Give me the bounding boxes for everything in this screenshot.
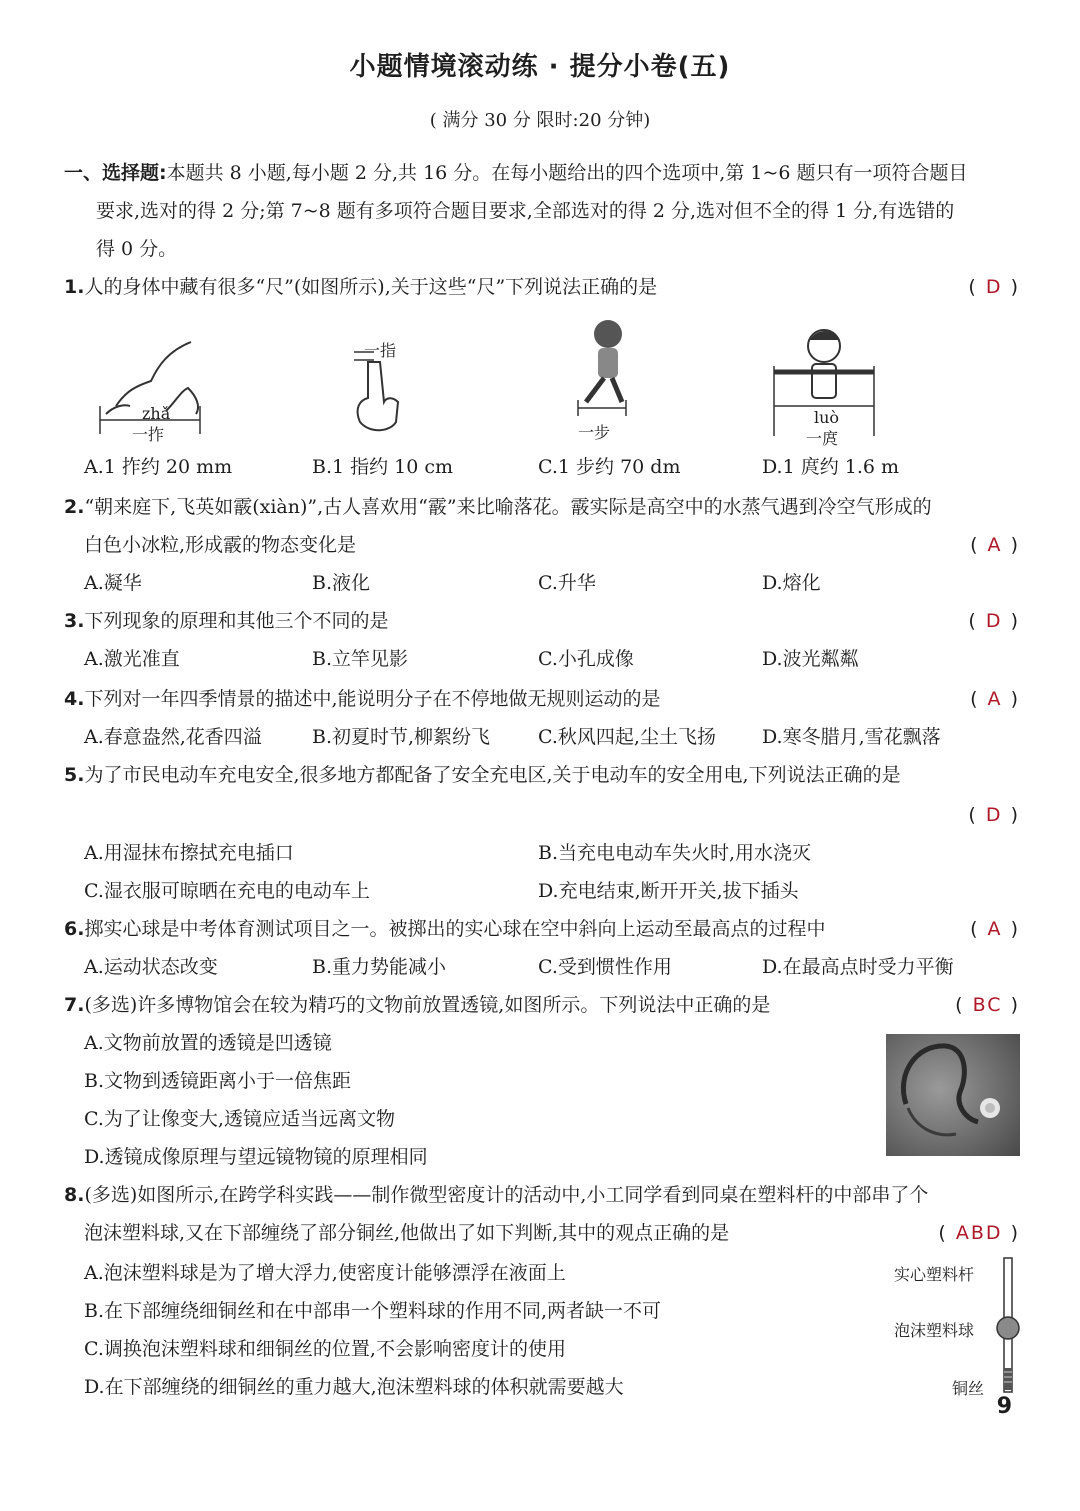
question-3 bbox=[64, 602, 1022, 640]
question-6 bbox=[64, 910, 1022, 948]
answer-7: ( BC ) bbox=[955, 994, 1020, 1016]
question-text: (多选)如图所示,在跨学科实践——制作微型密度计的活动中,小工同学看到同桌在塑料杆的中部串了个 bbox=[84, 1184, 929, 1206]
section-lead: 一、选择题: bbox=[64, 162, 167, 184]
option-a: A.凝华 bbox=[84, 572, 142, 594]
option-b: B.当充电电动车失火时,用水浇灭 bbox=[538, 842, 812, 864]
option-c: C.升华 bbox=[538, 572, 596, 594]
step-figure bbox=[568, 316, 648, 426]
option-d: D.透镜成像原理与望远镜物镜的原理相同 bbox=[84, 1146, 428, 1168]
option-a: A.春意盎然,花香四溢 bbox=[84, 726, 262, 748]
option-a: A.1 拃约 20 mm bbox=[84, 456, 233, 478]
option-d: D.熔化 bbox=[762, 572, 821, 594]
figure-label: 一拃 bbox=[132, 425, 165, 444]
question-number: 2. bbox=[64, 496, 85, 518]
figure-label-rod: 实心塑料杆 bbox=[894, 1265, 975, 1284]
answer-1: ( D ) bbox=[968, 276, 1020, 298]
figure-label: 一步 bbox=[578, 423, 611, 442]
option-b: B.初夏时节,柳絮纷飞 bbox=[312, 726, 491, 748]
option-d: D.寒冬腊月,雪花飘落 bbox=[762, 726, 941, 748]
option-c: C.调换泡沫塑料球和细铜丝的位置,不会影响密度计的使用 bbox=[84, 1338, 566, 1360]
figure-label-wire: 铜丝 bbox=[952, 1379, 985, 1398]
option-d: D.充电结束,断开开关,拔下插头 bbox=[538, 880, 799, 902]
option-d: D.在下部缠绕的细铜丝的重力越大,泡沫塑料球的体积就需要越大 bbox=[84, 1376, 624, 1398]
question-1 bbox=[64, 268, 1022, 306]
option-c: C.秋风四起,尘土飞扬 bbox=[538, 726, 716, 748]
question-number: 3. bbox=[64, 610, 85, 632]
question-text: 下列对一年四季情景的描述中,能说明分子在不停地做无规则运动的是 bbox=[84, 688, 661, 710]
question-number: 7. bbox=[64, 994, 85, 1016]
answer-3: ( D ) bbox=[968, 610, 1020, 632]
option-b: B.1 指约 10 cm bbox=[312, 456, 454, 478]
section-line-2: 要求,选对的得 2 分;第 7~8 题有多项符合题目要求,全部选对的得 2 分,选对但不全的得 1 分,有选错的 bbox=[96, 200, 955, 222]
option-b: B.液化 bbox=[312, 572, 371, 594]
question-number: 6. bbox=[64, 918, 85, 940]
question-text: 为了市民电动车充电安全,很多地方都配备了安全充电区,关于电动车的安全用电,下列说法正确的是 bbox=[84, 764, 901, 786]
question-text: 掷实心球是中考体育测试项目之一。被掷出的实心球在空中斜向上运动至最高点的过程中 bbox=[84, 918, 826, 940]
option-c: C.为了让像变大,透镜应适当远离文物 bbox=[84, 1108, 395, 1130]
option-a: A.泡沫塑料球是为了增大浮力,使密度计能够漂浮在液面上 bbox=[84, 1262, 566, 1284]
option-a: A.激光准直 bbox=[84, 648, 180, 670]
option-b: B.立竿见影 bbox=[312, 648, 409, 670]
option-b: B.文物到透镜距离小于一倍焦距 bbox=[84, 1070, 352, 1092]
section-instructions bbox=[64, 154, 1022, 268]
option-a: A.用湿抹布擦拭充电插口 bbox=[84, 842, 294, 864]
question-text: “朝来庭下,飞英如霰(xiàn)”,古人喜欢用“霰”来比喻落花。霰实际是高空中的水蒸气遇到冷空气形成的 bbox=[84, 496, 932, 518]
answer-8: ( ABD ) bbox=[938, 1222, 1020, 1244]
page-subtitle: ( 满分 30 分 限时:20 分钟) bbox=[429, 110, 651, 131]
section-line-3: 得 0 分。 bbox=[96, 238, 178, 260]
figure-label: 一庹 bbox=[806, 429, 839, 448]
option-c: C.小孔成像 bbox=[538, 648, 634, 670]
hydrometer-figure bbox=[996, 1256, 1020, 1396]
page-title: 小题情境滚动练 · 提分小卷(五) bbox=[349, 52, 731, 82]
option-d: D.在最高点时受力平衡 bbox=[762, 956, 954, 978]
option-c: C.受到惯性作用 bbox=[538, 956, 672, 978]
figure-label-ball: 泡沫塑料球 bbox=[894, 1321, 975, 1340]
question-text-cont: 泡沫塑料球,又在下部缠绕了部分铜丝,他做出了如下判断,其中的观点正确的是 bbox=[84, 1222, 730, 1244]
option-a: A.文物前放置的透镜是凹透镜 bbox=[84, 1032, 332, 1054]
figure-label: 一指 bbox=[364, 341, 397, 360]
question-2 bbox=[64, 488, 1022, 564]
option-d: D.1 庹约 1.6 m bbox=[762, 456, 900, 478]
museum-lens-photo bbox=[886, 1034, 1020, 1156]
question-text-cont: 白色小冰粒,形成霰的物态变化是 bbox=[84, 534, 357, 556]
option-b: B.重力势能减小 bbox=[312, 956, 447, 978]
question-4 bbox=[64, 680, 1022, 718]
section-line-1: 本题共 8 小题,每小题 2 分,共 16 分。在每小题给出的四个选项中,第 1~6 题只有一项符合题目 bbox=[166, 162, 968, 184]
option-d: D.波光粼粼 bbox=[762, 648, 859, 670]
figure-label: luò bbox=[814, 408, 840, 427]
question-7 bbox=[64, 986, 1022, 1024]
page-number: 9 bbox=[996, 1394, 1012, 1419]
question-8 bbox=[64, 1176, 1022, 1252]
figure-label: zhǎ bbox=[142, 404, 171, 423]
question-number: 8. bbox=[64, 1184, 85, 1206]
question-number: 1. bbox=[64, 276, 85, 298]
option-c: C.1 步约 70 dm bbox=[538, 456, 681, 478]
answer-4: ( A ) bbox=[970, 688, 1020, 710]
question-text: 人的身体中藏有很多“尺”(如图所示),关于这些“尺”下列说法正确的是 bbox=[84, 276, 658, 298]
question-text: (多选)许多博物馆会在较为精巧的文物前放置透镜,如图所示。下列说法中正确的是 bbox=[84, 994, 771, 1016]
option-c: C.湿衣服可晾晒在充电的电动车上 bbox=[84, 880, 370, 902]
answer-2: ( A ) bbox=[970, 534, 1020, 556]
option-a: A.运动状态改变 bbox=[84, 956, 218, 978]
question-number: 4. bbox=[64, 688, 85, 710]
answer-6: ( A ) bbox=[970, 918, 1020, 940]
option-b: B.在下部缠绕细铜丝和在中部串一个塑料球的作用不同,两者缺一不可 bbox=[84, 1300, 662, 1322]
question-text: 下列现象的原理和其他三个不同的是 bbox=[84, 610, 389, 632]
question-5 bbox=[64, 756, 1022, 794]
question-number: 5. bbox=[64, 764, 85, 786]
answer-5: ( D ) bbox=[968, 804, 1020, 826]
